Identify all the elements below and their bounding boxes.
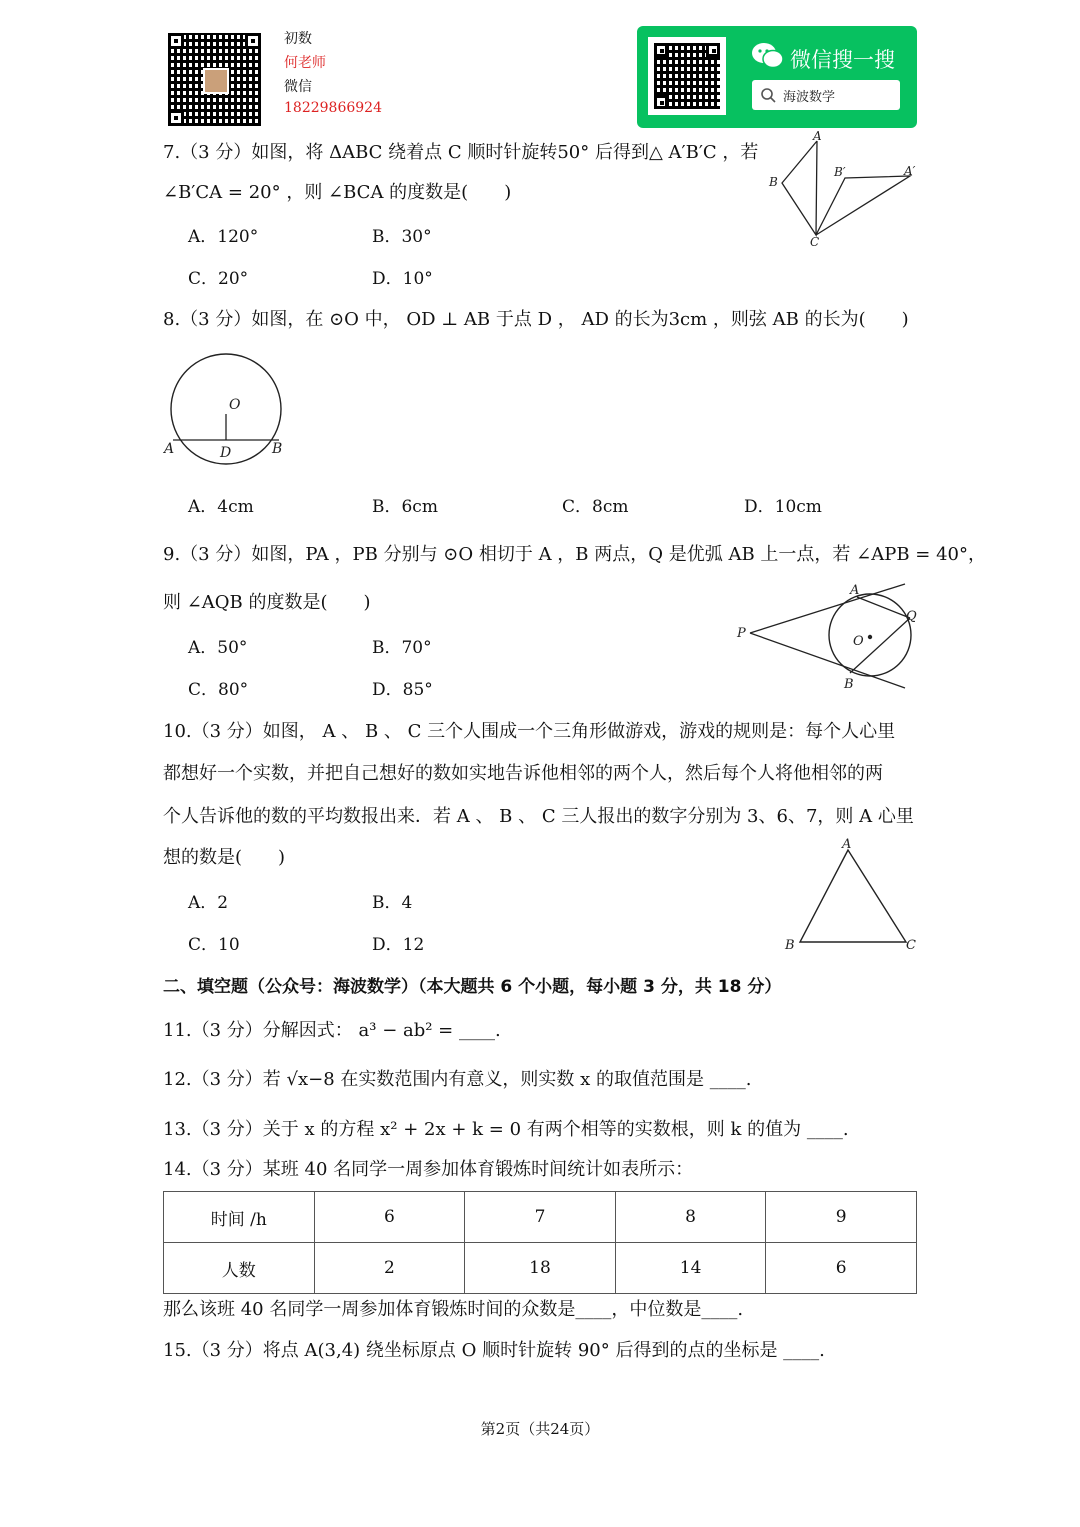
- q7-label-b: B: [769, 175, 778, 189]
- q9-figure: [730, 578, 930, 696]
- section-2-heading: 二、填空题（公众号：海波数学）（本大题共 6 个小题，每小题 3 分，共 18 分）: [163, 977, 782, 997]
- q10-label-a: A: [842, 837, 852, 852]
- q8-option-d: D．10cm: [744, 497, 822, 517]
- q8-option-b: B．6cm: [372, 497, 438, 517]
- q9-option-b: B．70°: [372, 638, 432, 658]
- table-cell: 18: [465, 1243, 616, 1294]
- search-icon: [760, 87, 776, 103]
- q10-figure: [780, 836, 920, 956]
- q14-line1: 14.（3 分）某班 40 名同学一周参加体育锻炼时间统计如表所示：: [163, 1159, 694, 1180]
- q9-label-o: O: [853, 634, 864, 649]
- qr-code-left: [168, 33, 261, 126]
- q8-figure: [160, 352, 290, 470]
- q10-line3: 个人告诉他的数的平均数报出来．若 A 、 B 、 C 三人报出的数字分别为 3、6、7，则 A 心里: [163, 806, 914, 827]
- q8-label-o: O: [229, 397, 241, 413]
- q9-option-c: C．80°: [188, 680, 249, 700]
- q7-figure: [760, 128, 930, 248]
- q8-label-d: D: [220, 445, 232, 461]
- q7-label-c: C: [810, 235, 820, 248]
- q10-label-b: B: [785, 938, 795, 953]
- q9-line1: 9.（3 分）如图，PA ，PB 分别与 ⊙O 相切于 A ，B 两点，Q 是优弧 AB 上一点，若 ∠APB = 40°，: [163, 544, 986, 565]
- q10-line2: 都想好一个实数，并把自己想好的数如实地告诉他相邻的两个人，然后每个人将他相邻的两: [163, 763, 883, 784]
- q10-line4: 想的数是( ): [163, 847, 286, 868]
- q13: 13.（3 分）关于 x 的方程 x² + 2x + k = 0 有两个相等的实数根，则 k 的值为 ____.: [163, 1119, 849, 1140]
- q14-line2: 那么该班 40 名同学一周参加体育锻炼时间的众数是____，中位数是____.: [163, 1299, 744, 1320]
- contact-line-1: 初数: [284, 31, 312, 47]
- q8-label-b: B: [272, 441, 283, 457]
- q10-line1: 10.（3 分）如图， A 、 B 、 C 三个人围成一个三角形做游戏，游戏的规则是：每个人心里: [163, 721, 896, 742]
- q9-option-a: A．50°: [188, 638, 248, 658]
- table-cell: 8: [615, 1192, 766, 1243]
- table-cell: 6: [314, 1192, 465, 1243]
- page-footer: 第2页（共24页）: [480, 1420, 600, 1438]
- table-cell: 人数: [164, 1243, 315, 1294]
- q15: 15.（3 分）将点 A(3,4) 绕坐标原点 O 顺时针旋转 90° 后得到的点的坐标是 ____.: [163, 1340, 825, 1361]
- q8-option-c: C．8cm: [562, 497, 629, 517]
- q9-label-q: Q: [906, 609, 917, 624]
- q11: 11.（3 分）分解因式： a³ − ab² = ____.: [163, 1020, 501, 1041]
- q10-option-c: C．10: [188, 935, 240, 955]
- q7-line1: 7.（3 分）如图，将 ΔABC 绕着点 C 顺时针旋转50° 后得到△ A′B′C ，若: [163, 142, 759, 163]
- q7-label-b-prime: B′: [834, 165, 846, 179]
- table-row: [164, 1192, 917, 1243]
- table-cell: 7: [465, 1192, 616, 1243]
- q7-option-b: B．30°: [372, 227, 432, 247]
- q9-label-b: B: [844, 677, 854, 692]
- q7-option-d: D．10°: [372, 269, 433, 289]
- wechat-logo-icon: [750, 40, 786, 72]
- contact-line-4: 18229866924: [284, 100, 382, 116]
- q12: 12.（3 分）若 √x−8 在实数范围内有意义，则实数 x 的取值范围是 ____.: [163, 1069, 752, 1090]
- table-cell: 14: [615, 1243, 766, 1294]
- wechat-title: 微信搜一搜: [790, 48, 895, 72]
- q7-option-c: C．20°: [188, 269, 249, 289]
- contact-line-2: 何老师: [284, 55, 326, 71]
- q10-label-c: C: [906, 938, 916, 953]
- qr-code-right: [648, 37, 726, 115]
- q8-line1: 8.（3 分）如图，在 ⊙O 中， OD ⊥ AB 于点 D ， AD 的长为3cm ，则弦 AB 的长为( ): [163, 309, 909, 330]
- q9-label-p: P: [737, 626, 746, 641]
- table-row: [164, 1243, 917, 1294]
- q10-option-d: D．12: [372, 935, 425, 955]
- table-cell: 9: [766, 1192, 917, 1243]
- q10-option-a: A．2: [188, 893, 229, 913]
- q7-line2: ∠B′CA = 20° ，则 ∠BCA 的度数是( ): [163, 182, 512, 203]
- avatar: [203, 68, 229, 94]
- contact-line-3: 微信: [284, 79, 312, 95]
- q7-option-a: A．120°: [188, 227, 259, 247]
- q9-line2: 则 ∠AQB 的度数是( ): [163, 592, 371, 613]
- table-cell: 时间 /h: [164, 1192, 315, 1243]
- q14-table: [163, 1191, 917, 1294]
- q8-option-a: A．4cm: [188, 497, 254, 517]
- q7-label-a: A: [813, 129, 822, 143]
- wechat-search-text: 海波数学: [783, 90, 836, 105]
- table-cell: 6: [766, 1243, 917, 1294]
- q10-option-b: B．4: [372, 893, 413, 913]
- q9-option-d: D．85°: [372, 680, 433, 700]
- q7-label-a-prime: A′: [904, 164, 916, 178]
- q9-label-a: A: [850, 583, 860, 598]
- table-cell: 2: [314, 1243, 465, 1294]
- q8-label-a: A: [164, 441, 175, 457]
